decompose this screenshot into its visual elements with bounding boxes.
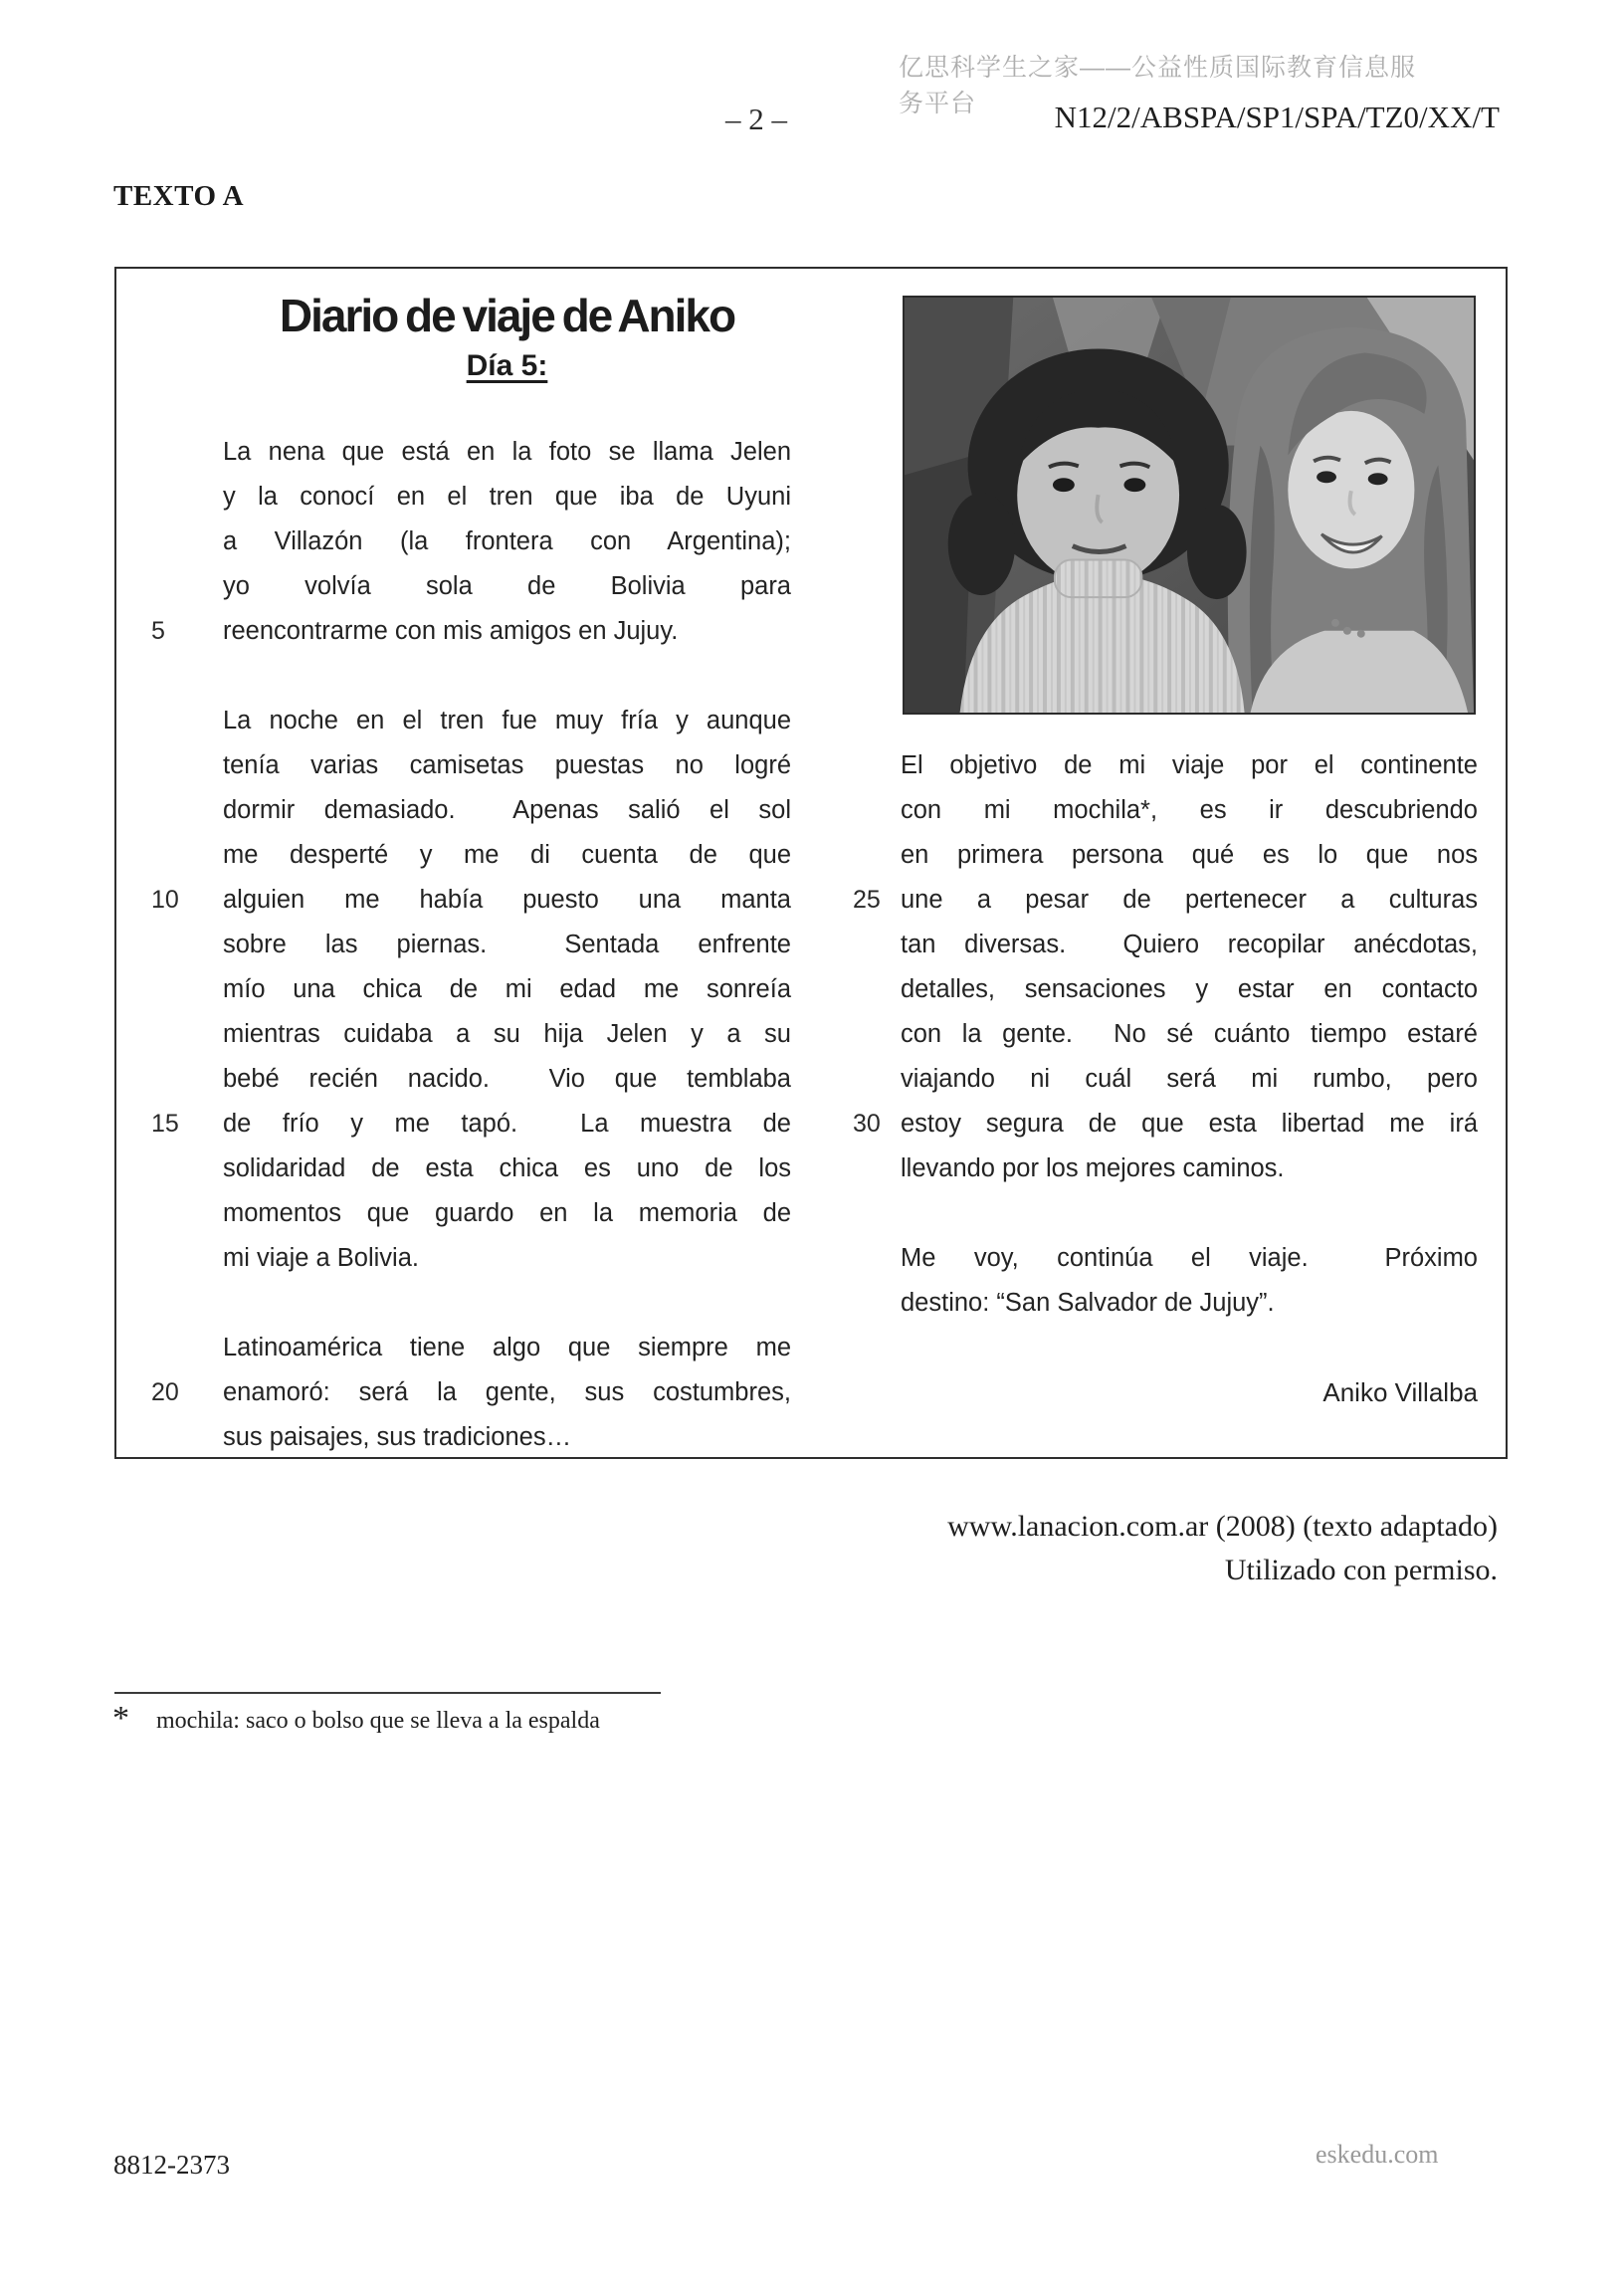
text-line	[151, 878, 791, 923]
line-text: alguien me había puesto una manta	[223, 886, 791, 914]
text-line	[151, 699, 791, 743]
text-line	[151, 967, 791, 1012]
line-text: mientras cuidaba a su hija Jelen y a su	[223, 1020, 791, 1048]
line-number: 15	[151, 1110, 179, 1138]
line-number	[151, 475, 223, 520]
text-line	[151, 923, 791, 967]
line-text: enamoró: será la gente, sus costumbres,	[223, 1378, 791, 1406]
section-label: TEXTO A	[113, 180, 245, 212]
footnote-marker: *	[112, 1700, 129, 1737]
text-line	[853, 967, 1478, 1012]
line-text	[901, 1326, 1478, 1370]
line-number	[151, 923, 223, 967]
line-text: me desperté y me di cuenta de que	[223, 841, 791, 869]
watermark-text: 亿思科学生之家——公益性质国际教育信息服务平台	[899, 54, 1417, 117]
text-line	[853, 1057, 1478, 1102]
line-number	[151, 788, 223, 833]
line-text: une a pesar de pertenecer a culturas	[901, 886, 1478, 914]
line-text: llevando por los mejores caminos.	[901, 1154, 1285, 1182]
line-number: 5	[151, 617, 165, 645]
line-text: estoy segura de que esta libertad me irá	[901, 1110, 1478, 1138]
paper-code: N12/2/ABSPA/SP1/SPA/TZ0/XX/T	[1054, 100, 1500, 134]
line-number	[853, 1236, 901, 1281]
text-line	[151, 1191, 791, 1236]
line-number	[853, 1147, 901, 1191]
text-line	[853, 923, 1478, 967]
text-line	[151, 1326, 791, 1370]
line-text	[223, 654, 791, 699]
line-number	[151, 1415, 223, 1460]
line-number	[853, 1057, 901, 1102]
line-number: 30	[853, 1110, 881, 1138]
line-number	[853, 788, 901, 833]
line-text	[223, 1281, 791, 1326]
text-line	[151, 743, 791, 788]
line-number: 20	[151, 1378, 179, 1406]
line-number	[853, 1012, 901, 1057]
text-line	[151, 1147, 791, 1191]
right-column	[853, 743, 1478, 1415]
line-number	[151, 967, 223, 1012]
line-number	[853, 1191, 901, 1236]
line-text: sus paisajes, sus tradiciones…	[223, 1423, 572, 1451]
line-number	[151, 1236, 223, 1281]
text-line	[853, 1281, 1478, 1326]
author-signature: Aniko Villalba	[1322, 1377, 1478, 1407]
line-text: reencontrarme con mis amigos en Jujuy.	[223, 617, 679, 645]
article-subtitle: Día 5:	[466, 348, 548, 382]
text-line	[151, 1415, 791, 1460]
text-line	[151, 430, 791, 475]
line-number	[151, 1147, 223, 1191]
text-line	[151, 1370, 791, 1415]
train-photo	[903, 296, 1476, 715]
page-number: – 2 –	[725, 102, 787, 136]
text-line	[853, 1236, 1478, 1281]
line-number	[151, 1281, 223, 1326]
line-text: viajando ni cuál será mi rumbo, pero	[901, 1065, 1478, 1093]
line-text: a Villazón (la frontera con Argentina);	[223, 527, 791, 555]
text-line	[853, 833, 1478, 878]
article-title: Diario de viaje de Aniko	[279, 290, 735, 341]
text-line	[853, 1102, 1478, 1147]
line-text: bebé recién nacido. Vio que temblaba	[223, 1065, 791, 1093]
line-number	[151, 1191, 223, 1236]
line-text: El objetivo de mi viaje por el continente	[901, 751, 1478, 779]
text-line	[853, 1147, 1478, 1191]
line-text	[901, 1191, 1478, 1236]
line-number	[853, 833, 901, 878]
line-text: solidaridad de esta chica es uno de los	[223, 1154, 791, 1182]
text-line	[853, 743, 1478, 788]
line-number: 25	[853, 886, 881, 914]
text-line	[151, 520, 791, 564]
line-number	[151, 1326, 223, 1370]
paragraph-gap	[151, 1281, 791, 1326]
attribution-permission: Utilizado con permiso.	[1224, 1554, 1498, 1586]
line-number	[853, 967, 901, 1012]
line-text: detalles, sensaciones y estar en contacto	[901, 975, 1478, 1003]
line-number	[853, 743, 901, 788]
text-line	[151, 788, 791, 833]
text-line	[151, 475, 791, 520]
text-line	[151, 1236, 791, 1281]
footnote-text: mochila: saco o bolso que se lleva a la espalda	[156, 1708, 600, 1734]
line-number	[151, 1012, 223, 1057]
signature-row	[853, 1370, 1478, 1415]
line-text: Latinoamérica tiene algo que siempre me	[223, 1334, 791, 1361]
train-photo-illustration	[905, 298, 1474, 713]
line-number	[151, 520, 223, 564]
paragraph-gap	[151, 654, 791, 699]
line-text: destino: “San Salvador de Jujuy”.	[901, 1289, 1275, 1317]
line-text: La nena que está en la foto se llama Jelen	[223, 438, 791, 466]
text-line	[853, 878, 1478, 923]
line-text: de frío y me tapó. La muestra de	[223, 1110, 791, 1138]
line-number	[853, 1326, 901, 1370]
line-number	[151, 1057, 223, 1102]
line-text: yo volvía sola de Bolivia para	[223, 572, 791, 600]
line-number	[151, 833, 223, 878]
line-text: mi viaje a Bolivia.	[223, 1244, 419, 1272]
text-line	[151, 609, 791, 654]
line-text: y la conocí en el tren que iba de Uyuni	[223, 483, 791, 511]
text-line	[853, 1012, 1478, 1057]
site-label: eskedu.com	[1316, 2140, 1439, 2169]
line-number	[853, 923, 901, 967]
line-text: en primera persona qué es lo que nos	[901, 841, 1478, 869]
line-text: La noche en el tren fue muy fría y aunque	[223, 707, 791, 734]
line-text: momentos que guardo en la memoria de	[223, 1199, 791, 1227]
line-number	[151, 564, 223, 609]
line-text: Me voy, continúa el viaje. Próximo	[901, 1244, 1478, 1272]
line-number	[151, 699, 223, 743]
line-number: 10	[151, 886, 179, 914]
attribution	[801, 1505, 1498, 1592]
document-code: 8812-2373	[113, 2150, 230, 2180]
text-line	[853, 788, 1478, 833]
text-line	[151, 1102, 791, 1147]
article-title-block	[223, 291, 791, 383]
article-box	[114, 267, 1508, 1459]
line-number	[853, 1281, 901, 1326]
line-text: dormir demasiado. Apenas salió el sol	[223, 796, 791, 824]
line-number	[151, 430, 223, 475]
paragraph-gap	[853, 1191, 1478, 1236]
line-text: mío una chica de mi edad me sonreía	[223, 975, 791, 1003]
text-line	[151, 833, 791, 878]
line-text: sobre las piernas. Sentada enfrente	[223, 931, 791, 958]
line-text: tenía varias camisetas puestas no logré	[223, 751, 791, 779]
line-number	[151, 654, 223, 699]
line-text: tan diversas. Quiero recopilar anécdotas,	[901, 931, 1478, 958]
left-column	[151, 430, 791, 1460]
line-text: con mi mochila*, es ir descubriendo	[901, 796, 1478, 824]
text-line	[151, 1057, 791, 1102]
text-line	[151, 1012, 791, 1057]
text-line	[151, 564, 791, 609]
attribution-source: www.lanacion.com.ar (2008) (texto adaptado)	[947, 1510, 1498, 1543]
line-number	[151, 743, 223, 788]
footnote-rule	[114, 1692, 661, 1694]
paragraph-gap	[853, 1326, 1478, 1370]
line-text: con la gente. No sé cuánto tiempo estaré	[901, 1020, 1478, 1048]
